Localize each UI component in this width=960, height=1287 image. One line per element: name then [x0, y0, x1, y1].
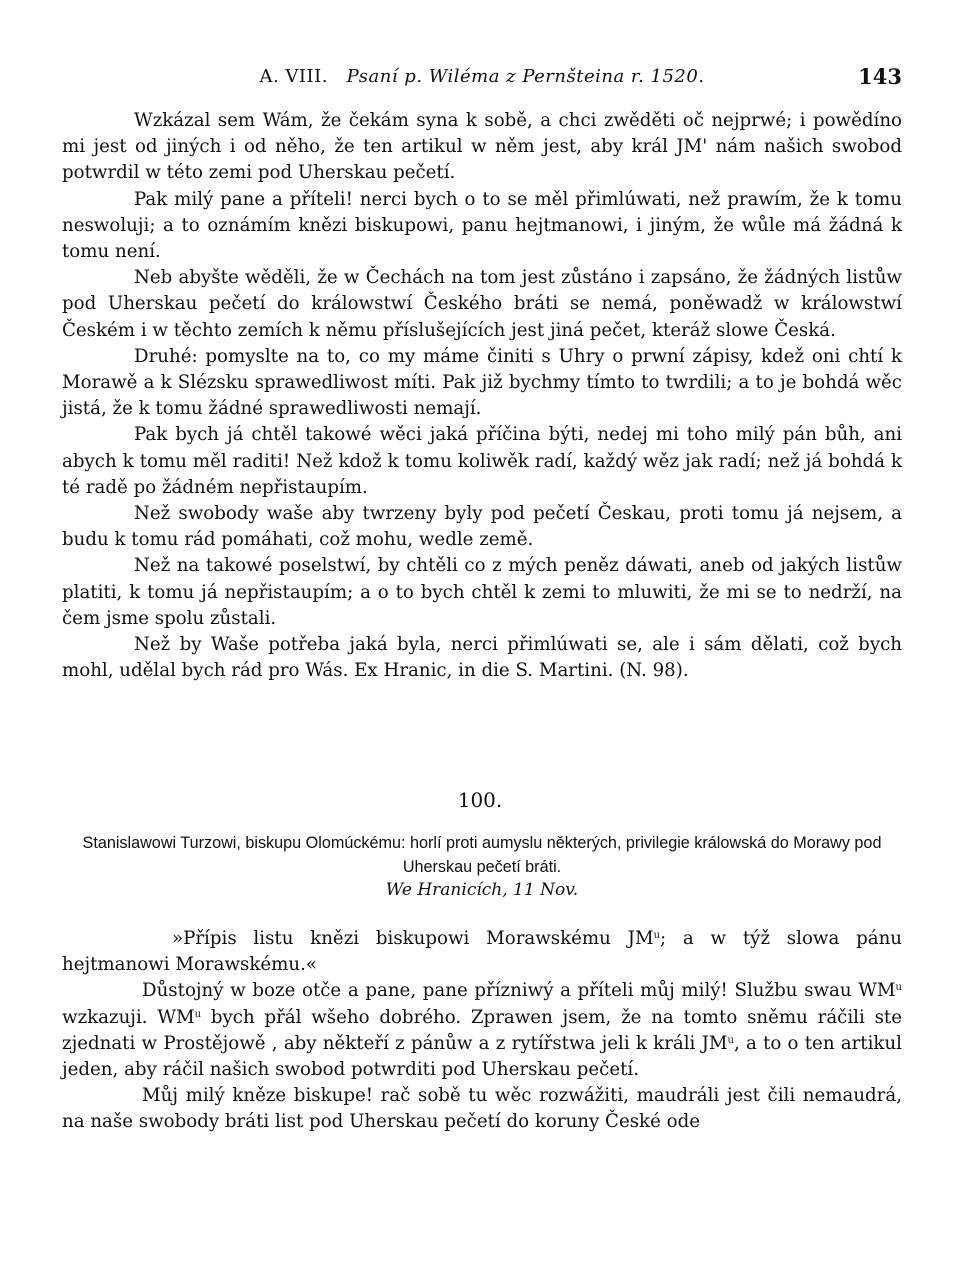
running-head-title	[62, 62, 902, 92]
paragraph-text: wzkazuji. WM	[62, 1006, 195, 1028]
paragraph-text: Důstojný w boze otče a pane, pane přízniwý a příteli můj milý! Službu swau WM	[142, 980, 896, 1002]
running-head	[62, 62, 902, 92]
document-number: 100.	[457, 788, 503, 812]
section-label: A. VIII.	[259, 66, 328, 87]
paragraph: Než by Waše potřeba jaká byla, nerci přimlúwati se, ale i sám dělati, což bych mohl, udělal bych rád pro Wás. Ex Hranic, in die S. Martini. (N. 98).	[62, 634, 902, 682]
paragraph: Wzkázal sem Wám, že čekám syna k sobě, a chci zwěděti oč nejprwé; i powědíno mi jest od jiných i od něho, že ten artikul w něm jest, aby král JM' nám našich swobod potwrdil w této zemi pod Uherskau pečetí.	[62, 110, 902, 184]
superscript: u	[727, 1034, 734, 1046]
letter-99-text	[62, 108, 902, 684]
paragraph: Než swobody waše aby twrzeny byly pod pečetí Českau, proti tomu já nejsem, a budu k tomu rád pomáhati, což mohu, wedle země.	[62, 503, 902, 551]
letter-100-text	[62, 926, 902, 1136]
paragraph	[62, 978, 902, 1083]
paragraph-text: bych přál wšeho dobrého. Zprawen jsem, že na tomto sněmu ráčili ste zjednati w Prostějowě , aby někteří z pánůw a z rytířstwa jeli k králi JM	[62, 1006, 902, 1054]
paragraph: Neb abyšte wěděli, že w Čechách na tom jest zůstáno i zapsáno, že žádných listůw pod Uherskau pečetí do králowstwí Českého bráti se nemá, poněwadž w králowstwí Českém i w těchto zemích k němu příslušejících jest jiná pečet, kteráž slowe Česká.	[62, 267, 902, 341]
heading-text: ; a w týž slowa pánu hejtmanowi Morawskému.«	[62, 928, 902, 976]
page-number: 143	[858, 64, 902, 89]
heading-text: »Přípis listu knězi biskupowi Morawskému JM	[172, 928, 654, 949]
superscript: u	[653, 930, 661, 941]
place-date: We Hranicích, 11 Nov.	[385, 880, 579, 900]
paragraph-text: , a to o ten artikul jeden, aby ráčil našich swobod potwrditi pod Uherskau pečetí.	[62, 1032, 902, 1081]
letter-heading	[62, 926, 902, 978]
paragraph: Můj milý kněze biskupe! rač sobě tu wěc rozwážiti, maudráli jest čili nemaudrá, na naše swobody bráti list pod Uherskau pečetí do koruny České ode	[62, 1085, 902, 1133]
paragraph: Druhé: pomyslte na to, co my máme činiti s Uhry o prwní zápisy, kdež oni chtí k Morawě a k Slézsku sprawedliwost míti. Pak již bychmy tímto to twrdili; a to je bohdá wěc jistá, že k tomu žádné sprawedliwosti nemají.	[62, 345, 902, 420]
letter-title: Psaní p. Wiléma z Pernšteina r. 1520.	[346, 66, 705, 87]
document-regest	[62, 832, 902, 903]
paragraph: Pak milý pane a příteli! nerci bych o to se měl přimlúwati, než prawím, že k tomu neswoluji; a to oznámím knězi biskupowi, panu hejtmanowi, i jiným, že wůle má žádná k tomu není.	[62, 188, 902, 263]
superscript: u	[194, 1008, 202, 1020]
superscript: u	[895, 982, 902, 994]
regest-text: Stanislawowi Turzowi, biskupu Olomúckému: horlí proti aumyslu některých, privilegie králowská do Morawy pod Uherskau pečetí bráti.	[82, 834, 882, 876]
paragraph: Než na takowé poselstwí, by chtěli co z mých peněz dáwati, aneb od jakých listůw platiti, k tomu já nepřistaupím; a o to bych chtěl k zemi to mluwiti, že mi se to nedrží, na čem jsme spolu zůstali.	[62, 555, 902, 629]
paragraph: Pak bych já chtěl takowé wěci jaká příčina býti, nedej mi toho milý pán bůh, ani abych k tomu měl raditi! Než kdož k tomu koliwěk radí, každý wěz jak radí; než já bohdá k té radě po žádném nepřistaupím.	[62, 424, 902, 498]
